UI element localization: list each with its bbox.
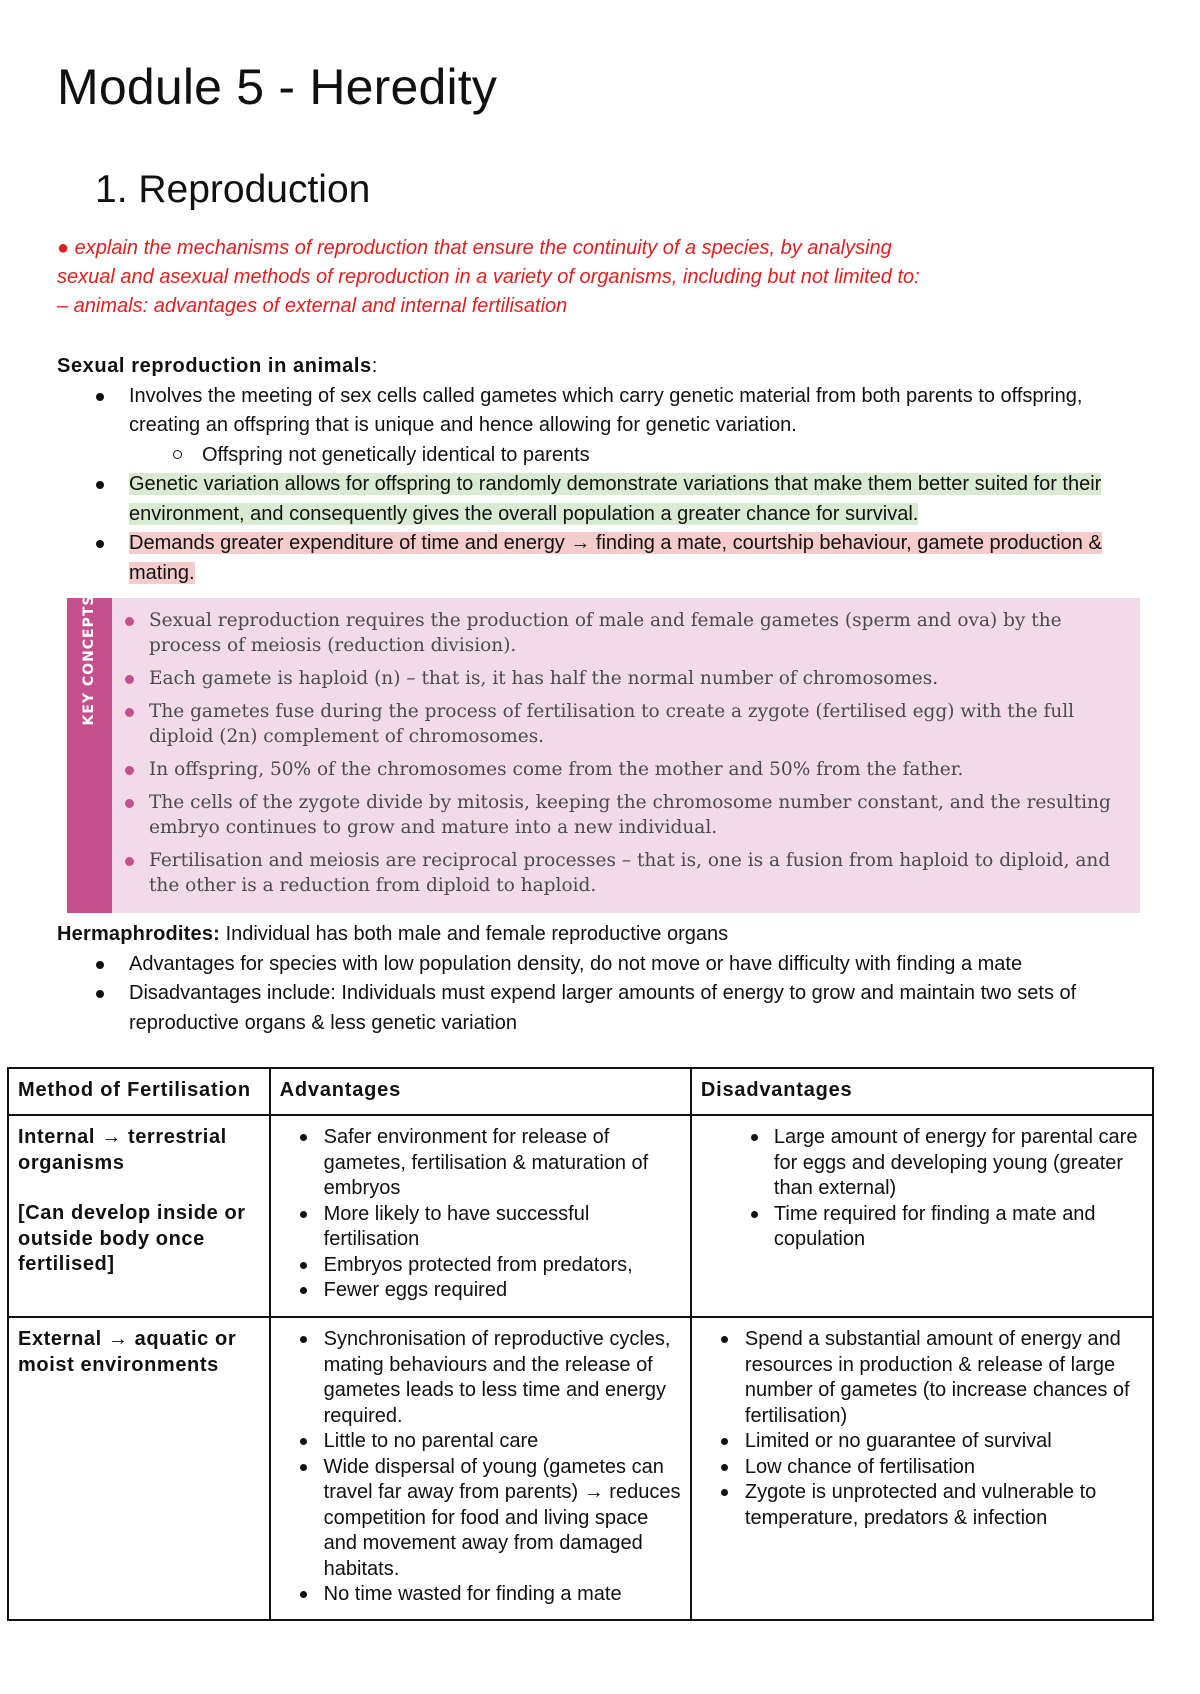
column-header-disadvantages: Disadvantages [691,1068,1153,1115]
advantages-cell [270,1317,691,1620]
sexual-reproduction-heading: Sexual reproduction in animals [57,355,372,377]
syllabus-line: – animals: advantages of external and internal fertilisation [57,295,568,317]
disadvantages-cell [691,1115,1153,1317]
hermaphrodites-line [57,920,1147,950]
fertilisation-table [7,1067,1154,1621]
method-cell [8,1317,270,1620]
table-row-internal [8,1115,1153,1317]
method-cell [8,1115,270,1317]
list-item: Limited or no guarantee of survival [701,1429,1144,1455]
advantages-cell [270,1115,691,1317]
list-item: Time required for finding a mate and copulation [701,1202,1144,1253]
list-item [57,470,1147,529]
key-concepts-tab [67,594,112,913]
list-item: More likely to have successful fertilisation [280,1202,682,1253]
syllabus-line: ● explain the mechanisms of reproduction that ensure the continuity of a species, by analysing [57,237,892,259]
disadvantages-cell [691,1317,1153,1620]
hermaphrodites-list [57,950,1147,1039]
table-row-external [8,1317,1153,1620]
key-concept-item: The gametes fuse during the process of fertilisation to create a zygote (fertilised egg) with the full diploid (2n) complement of chromosomes. [124,699,1124,749]
column-header-advantages: Advantages [270,1068,691,1115]
key-concept-item: In offspring, 50% of the chromosomes come from the mother and 50% from the father. [124,757,1124,782]
hermaphrodites-section [57,920,1147,1038]
syllabus-dot-point [57,234,1137,321]
list-item [57,529,1147,588]
key-concept-item: The cells of the zygote divide by mitosis, keeping the chromosome number constant, and the resulting embryo continues to grow and mature into a new individual. [124,790,1124,840]
sexual-reproduction-heading-line [57,352,1147,382]
list-item: Synchronisation of reproductive cycles, mating behaviours and the release of gametes leads to less time and energy required. [280,1327,682,1429]
table-header-row [8,1068,1153,1115]
sexual-reproduction-list [57,382,1147,589]
hermaphrodites-label: Hermaphrodites: [57,923,221,945]
list-item: Zygote is unprotected and vulnerable to temperature, predators & infection [701,1480,1144,1531]
list-item: Fewer eggs required [280,1278,682,1304]
sub-list-item: Offspring not genetically identical to parents [57,441,1147,471]
list-item: No time wasted for finding a mate [280,1582,682,1608]
method-external: External → aquatic or moist environments [18,1328,237,1376]
disadvantages-list [701,1125,1144,1253]
list-item [57,382,1147,471]
list-item: Embryos protected from predators, [280,1253,682,1279]
key-concept-item: Sexual reproduction requires the production of male and female gametes (sperm and ova) by the process of meiosis (reduction division). [124,608,1124,658]
advantages-list [280,1327,682,1608]
hermaphrodites-definition: Individual has both male and female reproductive organs [220,923,729,945]
list-item: Little to no parental care [280,1429,682,1455]
page-title: Module 5 - Heredity [57,59,498,115]
key-concept-item: Each gamete is haploid (n) – that is, it has half the normal number of chromosomes. [124,666,1124,691]
list-item: Safer environment for release of gametes, fertilisation & maturation of embryos [280,1125,682,1202]
sexual-reproduction-section [57,352,1147,588]
list-item: Advantages for species with low population density, do not move or have difficulty with finding a mate [57,950,1147,980]
section-heading: 1. Reproduction [95,168,371,211]
sub-list [57,441,1147,471]
highlighted-text-red: Demands greater expenditure of time and energy → finding a mate, courtship behaviour, gamete production & mating. [129,532,1102,584]
list-item: Disadvantages include: Individuals must expend larger amounts of energy to grow and maintain two sets of reproductive organs & less genetic variation [57,979,1147,1038]
key-concepts-box [67,594,1140,913]
list-item: Large amount of energy for parental care for eggs and developing young (greater than external) [701,1125,1144,1202]
list-item-text: Involves the meeting of sex cells called gametes which carry genetic material from both parents to offspring, creating an offspring that is unique and hence allowing for genetic variation. [129,384,1083,436]
method-internal: Internal → terrestrial organisms [18,1126,227,1174]
list-item: Low chance of fertilisation [701,1455,1144,1481]
list-item: Spend a substantial amount of energy and resources in production & release of large number of gametes (to increase chances of fertilisation) [701,1327,1144,1429]
highlighted-text-green: Genetic variation allows for offspring to randomly demonstrate variations that make them better suited for their environment, and consequently gives the overall population a greater chance for survival. [129,473,1102,525]
key-concepts-list [124,608,1124,906]
heading-colon: : [371,355,378,377]
column-header-method: Method of Fertilisation [8,1068,270,1115]
advantages-list [280,1125,682,1304]
list-item: Wide dispersal of young (gametes can travel far away from parents) → reduces competition for food and living space and movement away from damaged habitats. [280,1455,682,1583]
key-concept-item: Fertilisation and meiosis are reciprocal processes – that is, one is a fusion from haploid to diploid, and the other is a reduction from diploid to haploid. [124,848,1124,898]
syllabus-line: sexual and asexual methods of reproduction in a variety of organisms, including but not limited to: [57,266,920,288]
method-internal-note: [Can develop inside or outside body once fertilised] [18,1202,246,1275]
disadvantages-list [701,1327,1144,1531]
key-concepts-label: KEY CONCEPTS [81,594,97,726]
